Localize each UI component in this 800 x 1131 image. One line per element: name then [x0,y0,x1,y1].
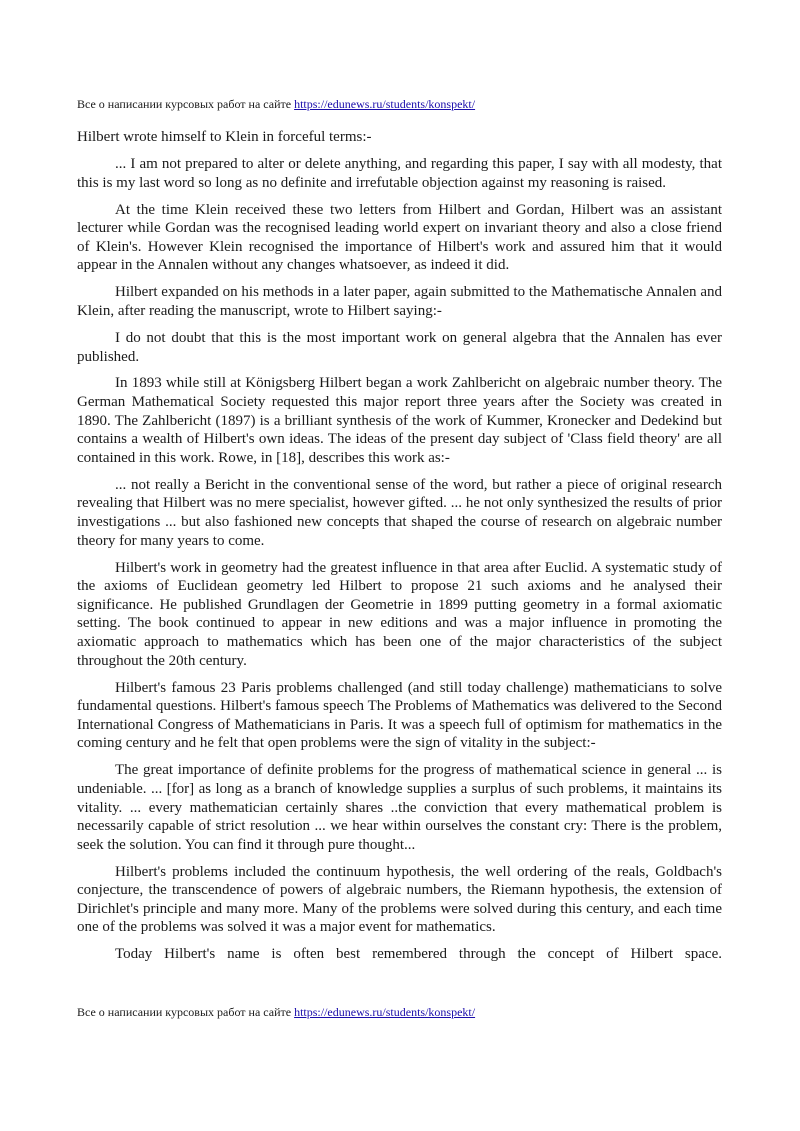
page-header [77,97,475,111]
quote-paragraph-4: The great importance of definite problems for the progress of mathematical science in general ... is undeniable. ... [for] as long as a branch of knowledge supplies a surplus of such problems, it maintains its vitality. ... every mathematician certainly shares ..the conviction that every mathematical problem is necessarily capable of strict resolution ... we hear within ourselves the constant cry: There is the problem, seek the solution. You can find it through pure thought... [77,762,722,853]
paragraph-6: Hilbert's famous 23 Paris problems challenged (and still today challenge) mathematicians to solve fundamental questions. Hilbert's famous speech The Problems of Mathematics was delivered to the Second International Congress of Mathematicians in Paris. It was a speech full of optimism for mathematics in the coming century and he felt that open problems were the sign of vitality in the subject:- [77,679,722,752]
footer-link[interactable]: https://edunews.ru/students/konspekt/ [294,1005,476,1019]
header-link[interactable]: https://edunews.ru/students/konspekt/ [294,97,476,111]
paragraph-5: Hilbert's work in geometry had the greatest influence in that area after Euclid. A systematic study of the axioms of Euclidean geometry led Hilbert to propose 21 such axioms and he analysed their significance. He published Grundlagen der Geometrie in 1899 putting geometry in a formal axiomatic setting. The book continued to appear in new editions and was a major influence in promoting the axiomatic approach to mathematics which has been one of the major characteristics of the subject throughout the 20th century. [77,559,722,669]
page-footer [77,1005,475,1019]
footer-text: Все о написании курсовых работ на сайте [77,1005,295,1019]
article-body [77,128,722,972]
paragraph-2: At the time Klein received these two letters from Hilbert and Gordan, Hilbert was an assistant lecturer while Gordan was the recognised leading world expert on invariant theory and also a close friend of Klein's. However Klein recognised the importance of Hilbert's work and assured him that it would appear in the Annalen without any changes whatsoever, as indeed it did. [77,201,722,274]
header-text: Все о написании курсовых работ на сайте [77,97,295,111]
quote-paragraph-1: ... I am not prepared to alter or delete anything, and regarding this paper, I say with all modesty, that this is my last word so long as no definite and irrefutable objection against my reasoning is raised. [77,155,722,191]
paragraph-8: Today Hilbert's name is often best remembered through the concept of Hilbert space. [115,946,722,963]
paragraph-1: Hilbert wrote himself to Klein in forceful terms:- [77,129,372,145]
paragraph-3: Hilbert expanded on his methods in a later paper, again submitted to the Mathematische Annalen and Klein, after reading the manuscript, wrote to Hilbert saying:- [77,284,722,319]
paragraph-4: In 1893 while still at Königsberg Hilbert began a work Zahlbericht on algebraic number theory. The German Mathematical Society requested this major report three years after the Society was created in 1890. The Zahlbericht (1897) is a brilliant synthesis of the work of Kummer, Kronecker and Dedekind but contains a wealth of Hilbert's own ideas. The ideas of the present day subject of 'Class field theory' are all contained in this work. Rowe, in [18], describes this work as:- [77,375,722,466]
quote-paragraph-2: I do not doubt that this is the most important work on general algebra that the Annalen has ever published. [77,329,722,365]
quote-paragraph-3: ... not really a Bericht in the conventional sense of the word, but rather a piece of original research revealing that Hilbert was no mere specialist, however gifted. ... he not only synthesized the results of prior investigations ... but also fashioned new concepts that shaped the course of research on algebraic number theory for many years to come. [77,476,722,549]
paragraph-7: Hilbert's problems included the continuum hypothesis, the well ordering of the reals, Goldbach's conjecture, the transcendence of powers of algebraic numbers, the Riemann hypothesis, the extension of Dirichlet's principle and many more. Many of the problems were solved during this century, and each time one of the problems was solved it was a major event for mathematics. [77,863,722,936]
